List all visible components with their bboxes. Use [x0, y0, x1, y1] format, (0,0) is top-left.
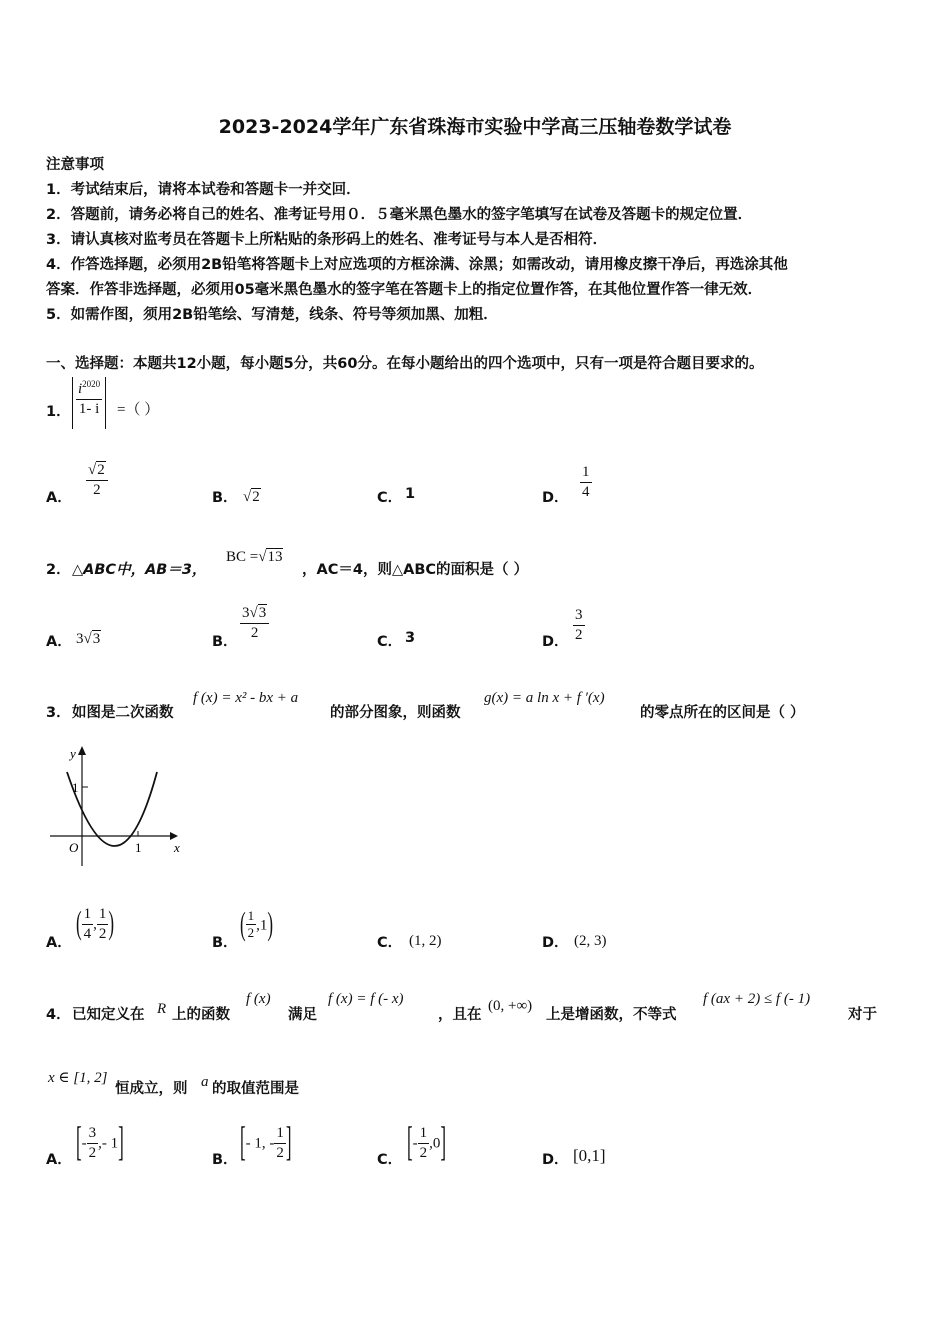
- notice-item: 答案．作答非选择题，必须用05毫米黑色墨水的签字笔在答题卡上的指定位置作答，在其他位置作答一律无效．: [46, 282, 763, 298]
- q3-option-c: (1, 2): [409, 933, 442, 949]
- q1-option-d: $\frac{1}{4}$: [582, 464, 590, 500]
- q1-option-d-label: D．: [542, 490, 569, 506]
- q1-option-b-label: B．: [212, 490, 238, 506]
- q1-option-a: $\frac{√2}{2}$: [86, 462, 108, 498]
- q4-stem-8: 的取值范围是: [212, 1081, 299, 1097]
- q3-option-d: (2, 3): [574, 933, 607, 949]
- q1-option-c-label: C．: [377, 490, 403, 506]
- q3-option-b: ( $\frac{1}{2}$ ,1): [240, 905, 274, 942]
- notice-item: 5．如需作图，须用2B铅笔绘、写清楚，线条、符号等须加黑、加粗．: [46, 307, 498, 323]
- q4-stem-5: 上是增函数，不等式: [546, 1007, 677, 1023]
- q4-var-a: a: [201, 1074, 209, 1090]
- q4-stem-4: ，且在: [438, 1007, 482, 1023]
- q2-bc: BC =√13: [226, 549, 283, 565]
- q3-stem-pre: 如图是二次函数: [72, 705, 174, 721]
- q4-stem-3: 满足: [288, 1007, 317, 1023]
- notice-item: 3．请认真核对监考员在答题卡上所粘贴的条形码上的姓名、准考证号与本人是否相符．: [46, 232, 608, 248]
- q2-option-d: $\frac{3}{2}$: [575, 607, 583, 643]
- q3-stem-mid: 的部分图象，则函数: [330, 705, 461, 721]
- q3-option-d-label: D．: [542, 935, 569, 951]
- q2-stem-pre: △ABC中，AB＝3，: [72, 562, 207, 578]
- q1-expression: $\frac{i^{2020}}{1- i}$: [72, 377, 106, 429]
- q1-option-b: √2: [243, 489, 260, 505]
- q3-option-a-label: A．: [46, 935, 72, 951]
- q1-option-c: 1: [405, 486, 416, 502]
- q3-function-f: f (x) = x² - bx + a: [193, 690, 299, 706]
- q4-option-c-label: C．: [377, 1152, 403, 1168]
- q2-option-d-label: D．: [542, 634, 569, 650]
- q3-option-a: ( $\frac{1}{4}$ , $\frac{1}{2}$ ): [76, 905, 115, 942]
- q3-parabola-graph: [46, 742, 186, 868]
- page-title: 2023-2024学年广东省珠海市实验中学高三压轴卷数学试卷: [218, 116, 732, 138]
- q2-option-c-label: C．: [377, 634, 403, 650]
- parabola-curve: [67, 772, 157, 846]
- q4-option-b: [- 1, - $\frac{1}{2}$ ]: [240, 1119, 292, 1165]
- x-axis-arrow: [170, 832, 178, 840]
- q2-option-c: 3: [405, 630, 416, 646]
- q4-number: 4．: [46, 1007, 71, 1023]
- x-label: x: [174, 840, 180, 855]
- q2-option-a: 3√3: [76, 631, 101, 647]
- q4-inequality: f (ax + 2) ≤ f (- 1): [703, 991, 811, 1007]
- q4-option-b-label: B．: [212, 1152, 238, 1168]
- q1-number: 1．: [46, 404, 71, 420]
- y-axis-arrow: [78, 746, 86, 755]
- q4-option-d-label: D．: [542, 1152, 569, 1168]
- section-heading: 一、选择题：本题共12小题，每小题5分，共60分。在每小题给出的四个选项中，只有一项是符合题目要求的。: [46, 356, 764, 372]
- q3-option-c-label: C．: [377, 935, 403, 951]
- q2-stem-post: ，AC＝4，则△ABC的面积是（ ）: [302, 562, 529, 578]
- notice-item: 1．考试结束后，请将本试卷和答题卡一并交回．: [46, 182, 361, 198]
- notice-heading: 注意事项: [46, 157, 104, 173]
- notice-item: 2．答题前，请务必将自己的姓名、准考证号用０．５毫米黑色墨水的签字笔填写在试卷及答题卡的规定位置．: [46, 207, 753, 223]
- y-one-label: 1: [72, 780, 79, 795]
- q4-set-r: R: [157, 1001, 167, 1017]
- q4-option-d: [0,1]: [573, 1146, 606, 1165]
- q4-even-condition: f (x) = f (- x): [328, 991, 404, 1007]
- q2-option-b-label: B．: [212, 634, 238, 650]
- q3-stem-post: 的零点所在的区间是（ ）: [640, 705, 805, 721]
- q4-stem-1: 已知定义在: [72, 1007, 145, 1023]
- origin-label: O: [69, 840, 79, 855]
- q4-stem-7: 恒成立，则: [115, 1081, 188, 1097]
- q2-option-a-label: A．: [46, 634, 72, 650]
- notice-item: 4．作答选择题，必须用2B铅笔将答题卡上对应选项的方框涂满、涂黑；如需改动，请用橡皮擦干净后，再选涂其他: [46, 257, 788, 273]
- q3-number: 3．: [46, 705, 71, 721]
- q4-option-a-label: A．: [46, 1152, 72, 1168]
- q4-domain: x ∈ [1, 2]: [48, 1070, 108, 1086]
- q4-stem-6: 对于: [848, 1007, 877, 1023]
- q4-option-c: [- $\frac{1}{2}$ ,0]: [407, 1119, 447, 1165]
- q4-stem-2: 上的函数: [172, 1007, 230, 1023]
- q4-interval: (0, +∞): [488, 998, 533, 1014]
- x-one-label: 1: [135, 840, 142, 855]
- q4-fx: f (x): [246, 991, 271, 1007]
- q3-function-g: g(x) = a ln x + f ′(x): [484, 690, 605, 706]
- q2-number: 2．: [46, 562, 71, 578]
- q2-option-b: $\frac{3√3}{2}$: [240, 605, 269, 641]
- q3-option-b-label: B．: [212, 935, 238, 951]
- q1-equals: =（ ）: [117, 402, 160, 418]
- q4-option-a: [- $\frac{3}{2}$ ,- 1]: [76, 1119, 124, 1165]
- y-label: y: [70, 746, 76, 761]
- q1-option-a-label: A．: [46, 490, 72, 506]
